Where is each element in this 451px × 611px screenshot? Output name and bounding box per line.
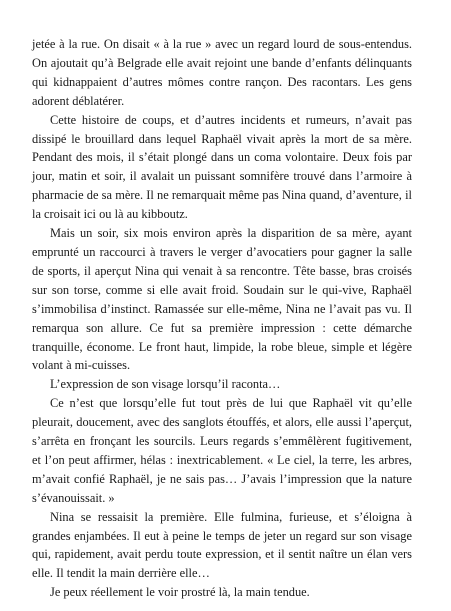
paragraph-4: L’expression de son visage lorsqu’il raconta…	[50, 377, 281, 392]
paragraph-6: Nina se ressaisit la première. Elle fulmina, furieuse, et s’éloigna à grandes enjambées. Il eut à peine le temps de jeter un regard sur son visage qui, rapidement, avait perdu toute expression, et il sentit naître un élan vers elle. Il tendit la main derrière elle…	[32, 509, 412, 581]
document-page	[32, 35, 412, 602]
paragraph-5: Ce n’est que lorsqu’elle fut tout près de lui que Raphaël vit qu’elle pleurait, doucement, avec des sanglots étouffés, et alors, elle aussi l’aperçut, s’arrêta en fronçant les sourcils. Leurs regards s’emmêlèrent fugitivement, et l’on peut affirmer, hélas : inextricablement. « Le ciel, la terre, les arbres, m’avait confié Raphaël, je ne sais pas… J’avais l’impression que la nature s’évanouissait. »	[32, 396, 412, 505]
paragraph-7: Je peux réellement le voir prostré là, la main tendue.	[50, 585, 310, 600]
paragraph-3: Mais un soir, six mois environ après la disparition de sa mère, ayant emprunté un raccourci à travers le verger d’avocatiers pour gagner la salle de sports, il aperçut Nina qui venait à sa rencontre. Tête basse, bras croisés sur son torse, comme si elle avait froid. Soudain sur le qui-vive, Raphaël s’immobilisa d’instinct. Ramassée sur elle-même, Nina ne l’avait pas vu. Il remarqua son allure. Ce fut sa première impression : cette démarche tranquille, économe. Le front haut, limpide, la robe bleue, simple et légère volant à mi-cuisses.	[32, 226, 412, 373]
paragraph-2: Cette histoire de coups, et d’autres incidents et rumeurs, n’avait pas dissipé le brouillard dans lequel Raphaël vivait après la mort de sa mère. Pendant des mois, il s’était plongé dans un coma volontaire. Deux fois par jour, matin et soir, il avalait un puissant somnifère trouvé dans l’armoire à pharmacie de sa mère. Il ne remarquait même pas Nina quand, d’aventure, il la croisait ici ou là au kibboutz.	[32, 112, 412, 222]
paragraph-1: jetée à la rue. On disait « à la rue » avec un regard lourd de sous-entendus. On ajoutait qu’à Belgrade elle avait rejoint une bande d’enfants délinquants qui kidnappaient d’autres mômes contre rançon. Des racontars. Les gens adorent déblatérer.	[32, 37, 412, 108]
